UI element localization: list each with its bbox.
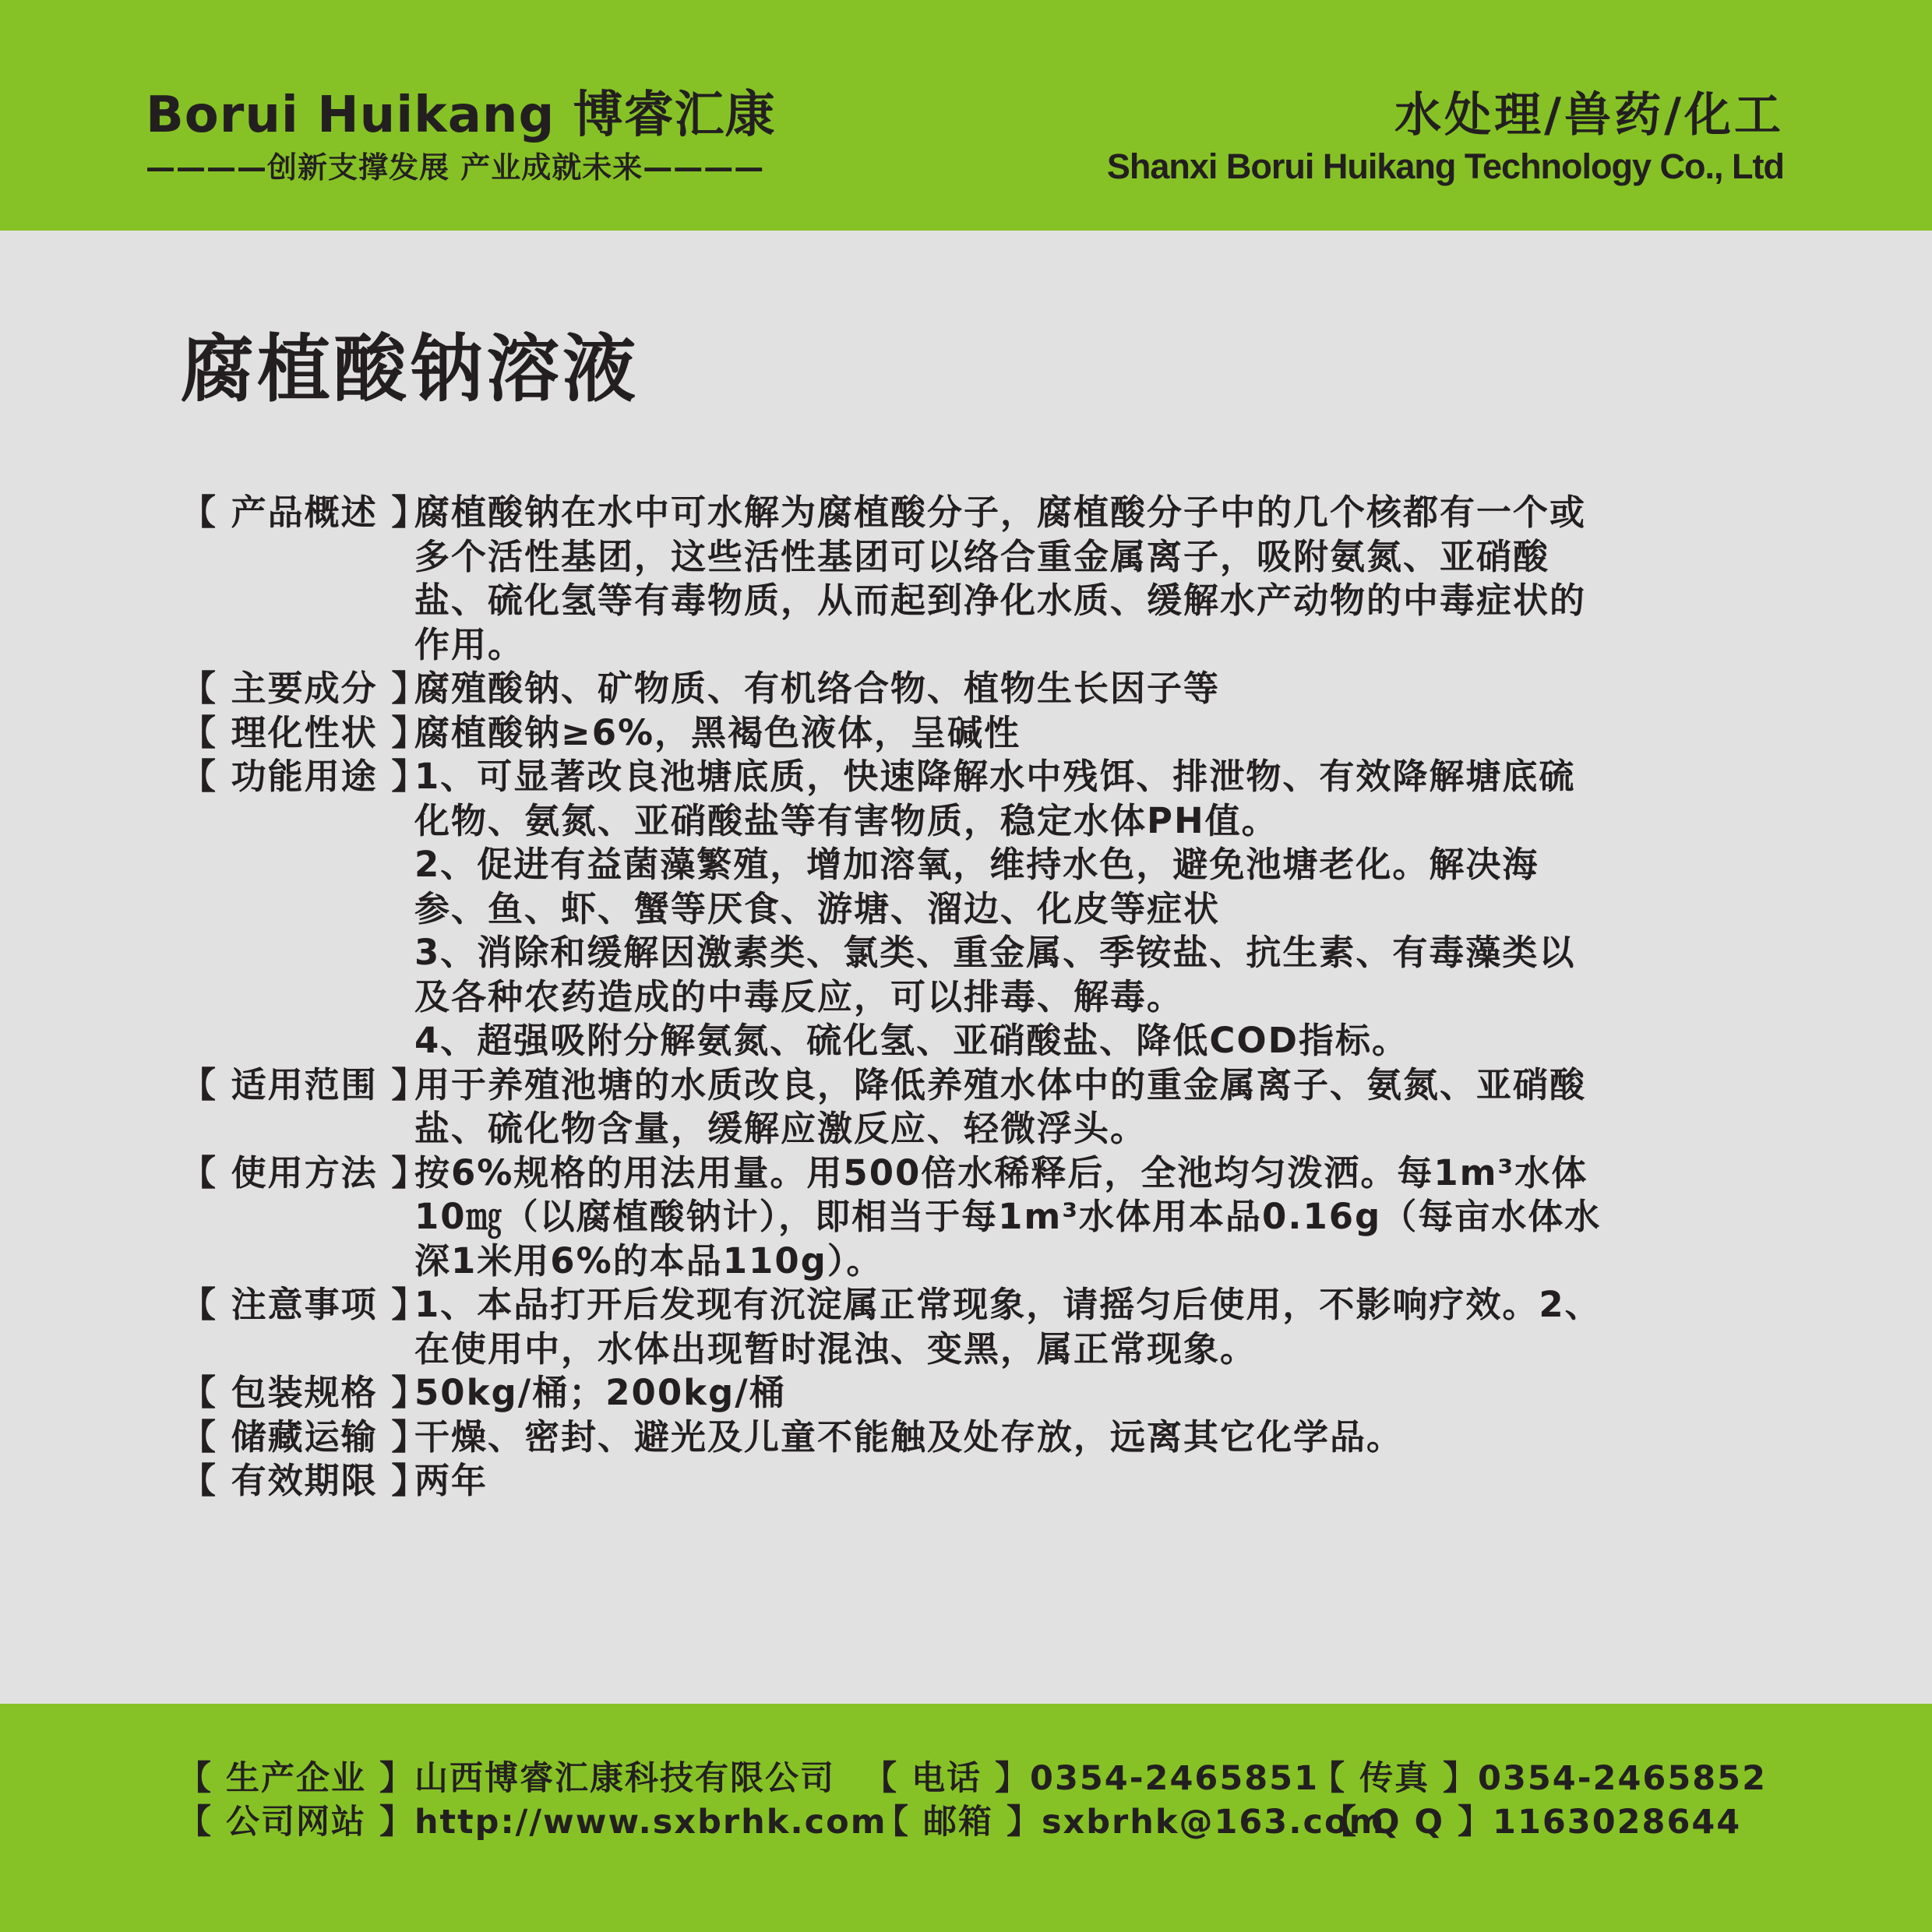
manufacturer: 【 生产企业 】山西博睿汇康科技有限公司 [178, 1759, 835, 1798]
spec-label: 【 产品概述 】 [181, 492, 428, 533]
phone: 【 电话 】0354-2465851 [863, 1759, 1319, 1798]
spec-line: 参、鱼、虾、蟹等厌食、游塘、溜边、化皮等症状 [414, 887, 1221, 929]
spec-label: 【 注意事项 】 [181, 1284, 428, 1325]
spec-line: 腐植酸钠在水中可水解为腐植酸分子，腐植酸分子中的几个核都有一个或 [414, 492, 1587, 533]
product-spec-list [181, 491, 1762, 1504]
spec-row [181, 1371, 1762, 1416]
spec-label: 【 包装规格 】 [181, 1372, 428, 1413]
spec-content [414, 755, 1739, 1063]
spec-row [181, 1063, 1762, 1151]
spec-row [181, 755, 1762, 1063]
spec-row [181, 1459, 1762, 1504]
spec-line: 用于养殖池塘的水质改良，降低养殖水体中的重金属离子、氨氮、亚硝酸 [414, 1063, 1587, 1105]
spec-label: 【 理化性状 】 [181, 711, 428, 753]
contact-line-2 [178, 1800, 1767, 1844]
spec-content [414, 1371, 1739, 1416]
company-english-name: Shanxi Borui Huikang Technology Co., Ltd [1106, 146, 1784, 186]
website: 【 公司网站 】http://www.sxbrhk.com [178, 1803, 887, 1842]
spec-content [414, 667, 1739, 711]
spec-line: 1、可显著改良池塘底质，快速降解水中残饵、排泄物、有效降解塘底硫 [414, 756, 1576, 797]
spec-content [414, 491, 1739, 667]
spec-line: 按6%规格的用法用量。用500倍水稀释后，全池均匀泼洒。每1m³水体 [414, 1151, 1588, 1193]
spec-row [181, 1416, 1762, 1460]
spec-line: 盐、硫化氢等有毒物质，从而起到净化水质、缓解水产动物的中毒症状的 [414, 580, 1587, 621]
spec-line: 深1米用6%的本品110g）。 [414, 1239, 883, 1282]
spec-content [414, 1063, 1739, 1151]
spec-line: 干燥、密封、避光及儿童不能触及处存放，远离其它化学品。 [414, 1416, 1404, 1458]
spec-row [181, 711, 1762, 756]
spec-line: 2、促进有益菌藻繁殖，增加溶氧，维持水色，避免池塘老化。解决海 [414, 844, 1539, 885]
spec-content [414, 1151, 1739, 1284]
spec-row [181, 1151, 1762, 1284]
spec-line: 50kg/桶；200kg/桶 [414, 1372, 786, 1413]
fax: 【 传真 】0354-2465852 [1311, 1759, 1767, 1798]
spec-line: 及各种农药造成的中毒反应，可以排毒、解毒。 [414, 975, 1184, 1017]
spec-line: 3、消除和缓解因激素类、氯类、重金属、季铵盐、抗生素、有毒藻类以 [414, 932, 1576, 973]
spec-line: 作用。 [414, 623, 525, 665]
spec-label: 【 使用方法 】 [181, 1151, 428, 1193]
spec-line: 多个活性基团，这些活性基团可以络合重金属离子，吸附氨氮、亚硝酸 [414, 535, 1550, 577]
spec-content [414, 711, 1739, 756]
spec-row [181, 1283, 1762, 1371]
business-sectors: 水处理/兽药/化工 [1394, 88, 1784, 143]
spec-label: 【 主要成分 】 [181, 668, 428, 709]
qq: 【 Q Q 】1163028644 [1323, 1803, 1742, 1842]
spec-content [414, 1283, 1739, 1371]
brand-logo-text: Borui Huikang 博睿汇康 [146, 86, 776, 144]
spec-line: 1、本品打开后发现有沉淀属正常现象，请摇匀后使用，不影响疗效。2、 [414, 1284, 1602, 1325]
spec-content [414, 1416, 1739, 1460]
spec-line: 化物、氨氮、亚硝酸盐等有害物质，稳定水体PH值。 [414, 799, 1278, 841]
contact-info [178, 1757, 1767, 1844]
product-title: 腐植酸钠溶液 [181, 327, 640, 412]
spec-line: 腐植酸钠≥6%，黑褐色液体，呈碱性 [414, 711, 1021, 753]
spec-line: 盐、硫化物含量，缓解应激反应、轻微浮头。 [414, 1108, 1148, 1149]
spec-content [414, 1459, 1739, 1504]
spec-line: 10㎎（以腐植酸钠计），即相当于每1m³水体用本品0.16g（每亩水体水 [414, 1196, 1602, 1237]
spec-row [181, 491, 1762, 667]
spec-line: 4、超强吸附分解氨氮、硫化氢、亚硝酸盐、降低COD指标。 [414, 1020, 1408, 1061]
spec-label: 【 储藏运输 】 [181, 1416, 428, 1458]
spec-line: 在使用中，水体出现暂时混浊、变黑，属正常现象。 [414, 1327, 1257, 1370]
brand-slogan: ————创新支撑发展 产业成就未来———— [146, 150, 765, 185]
spec-row [181, 667, 1762, 711]
email: 【 邮箱 】sxbrhk@163.com [875, 1803, 1386, 1842]
spec-line: 两年 [414, 1460, 488, 1501]
spec-label: 【 有效期限 】 [181, 1460, 428, 1501]
spec-label: 【 适用范围 】 [181, 1063, 428, 1105]
spec-line: 腐殖酸钠、矿物质、有机络合物、植物生长因子等 [414, 668, 1221, 709]
spec-label: 【 功能用途 】 [181, 756, 428, 797]
contact-line-1 [178, 1757, 1767, 1800]
